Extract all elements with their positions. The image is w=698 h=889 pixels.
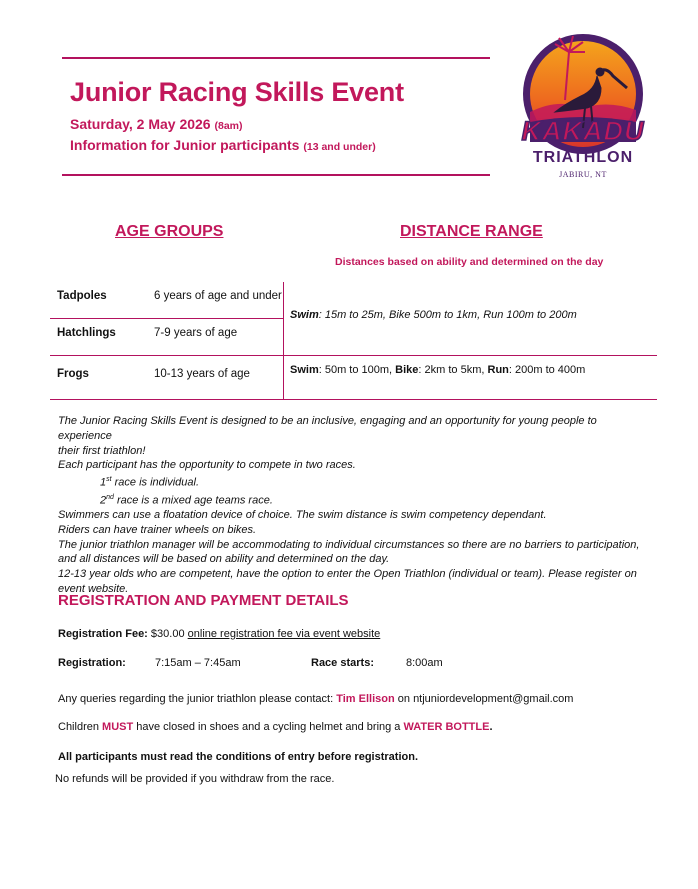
table-row xyxy=(57,368,277,380)
swim-label: Swim xyxy=(290,364,319,376)
event-date-main: Saturday, 2 May 2026 xyxy=(70,116,211,132)
race-2-line xyxy=(58,491,648,508)
race-2-num: 2 xyxy=(100,494,107,507)
race-1-text: race is individual. xyxy=(111,476,200,489)
race-2-sup: nd xyxy=(106,493,114,501)
contact-name: Tim Ellison xyxy=(336,693,395,705)
description-line: Riders can have trainer wheels on bikes. xyxy=(58,523,257,536)
description-line: Swimmers can use a floatation device of choice. The swim distance is swim competency dependant. xyxy=(58,509,547,522)
event-date-time: (8am) xyxy=(214,120,243,132)
event-description xyxy=(58,414,648,597)
query-text: Any queries regarding the junior triathlon please contact: xyxy=(58,693,337,705)
table-row xyxy=(57,327,277,339)
race-1-line xyxy=(58,473,648,490)
contact-line xyxy=(58,693,573,705)
fee-label: Registration Fee: xyxy=(58,628,148,640)
logo-place: JABIRU, NT xyxy=(559,170,607,179)
distance-note: Distances based on ability and determined on the day xyxy=(335,256,604,268)
description-line: Each participant has the opportunity to compete in two races. xyxy=(58,459,356,472)
race-start-time: 8:00am xyxy=(406,657,443,669)
table-row xyxy=(57,290,282,302)
group-name: Frogs xyxy=(57,368,89,380)
header-bottom-rule xyxy=(62,174,490,176)
children-text-end: . xyxy=(489,721,493,733)
distance-young-text: : 15m to 25m, Bike 500m to 1km, Run 100m to 200m xyxy=(318,309,577,321)
children-text-1: Children xyxy=(58,721,103,733)
participant-info-main: Information for Junior participants xyxy=(70,137,300,153)
group-name: Hatchlings xyxy=(57,327,116,339)
group-age: 10-13 years of age xyxy=(154,368,250,380)
group-age: 7-9 years of age xyxy=(154,327,238,339)
children-requirements xyxy=(58,721,493,733)
event-date xyxy=(70,116,243,132)
swim-label: Swim xyxy=(290,309,319,321)
table-row-divider-2 xyxy=(50,355,657,356)
description-line: their first triathlon! xyxy=(58,444,146,457)
header-top-rule xyxy=(62,57,490,59)
race-start-label: Race starts: xyxy=(311,657,374,669)
registration-time-line xyxy=(58,657,658,669)
description-line: and all distances will be based on ability and determined on the day. xyxy=(58,553,390,566)
race-2-text: race is a mixed age teams race. xyxy=(113,494,273,507)
run-label: Run xyxy=(487,364,509,376)
description-line: 12-13 year olds who are competent, have the option to enter the Open Triathlon (individual or team). Please register on xyxy=(58,568,637,581)
registration-label: Registration: xyxy=(58,657,126,669)
description-line: The Junior Racing Skills Event is designed to be an inclusive, engaging and an opportunity for young people to experience xyxy=(58,415,597,442)
participant-info xyxy=(70,137,376,153)
table-vertical-divider xyxy=(283,282,284,400)
water-bottle-emphasis: WATER BOTTLE xyxy=(403,721,490,733)
distance-frogs xyxy=(290,364,585,376)
group-age: 6 years of age and under xyxy=(154,290,282,302)
children-text-2: have closed in shoes and a cycling helmet and bring a xyxy=(133,721,404,733)
description-line: event website. xyxy=(58,583,129,596)
page-title: Junior Racing Skills Event xyxy=(70,77,404,107)
conditions-notice: All participants must read the conditions of entry before registration. xyxy=(58,751,418,763)
kakadu-triathlon-logo xyxy=(503,30,663,190)
race-1-sup: st xyxy=(106,476,112,484)
logo-sub: TRIATHLON xyxy=(532,149,634,166)
registration-heading: REGISTRATION AND PAYMENT DETAILS xyxy=(58,592,349,609)
bike-label: Bike xyxy=(395,364,419,376)
table-bottom-line xyxy=(50,399,657,400)
bike-distance: : 2km to 5km, xyxy=(418,364,488,376)
contact-email[interactable]: on ntjuniordevelopment@gmail.com xyxy=(394,693,574,705)
registration-link[interactable]: online registration fee via event website xyxy=(187,628,381,640)
registration-time: 7:15am – 7:45am xyxy=(155,657,241,669)
run-distance: : 200m to 400m xyxy=(508,364,586,376)
race-1-num: 1 xyxy=(100,476,107,489)
age-groups-heading: AGE GROUPS xyxy=(115,223,224,240)
distance-young xyxy=(290,309,577,321)
distance-range-heading: DISTANCE RANGE xyxy=(400,223,543,240)
description-line: The junior triathlon manager will be accommodating to individual circumstances so there are no barriers to participation, xyxy=(58,538,640,551)
participant-info-sub: (13 and under) xyxy=(303,141,376,153)
swim-distance: : 50m to 100m, xyxy=(318,364,396,376)
table-row-divider-1 xyxy=(50,318,283,319)
registration-fee-line xyxy=(58,628,380,640)
logo-name: KAKADU xyxy=(521,116,645,146)
group-name: Tadpoles xyxy=(57,290,107,302)
fee-value: $30.00 xyxy=(150,628,185,640)
refund-notice: No refunds will be provided if you withdraw from the race. xyxy=(55,773,335,785)
must-emphasis: MUST xyxy=(102,721,134,733)
